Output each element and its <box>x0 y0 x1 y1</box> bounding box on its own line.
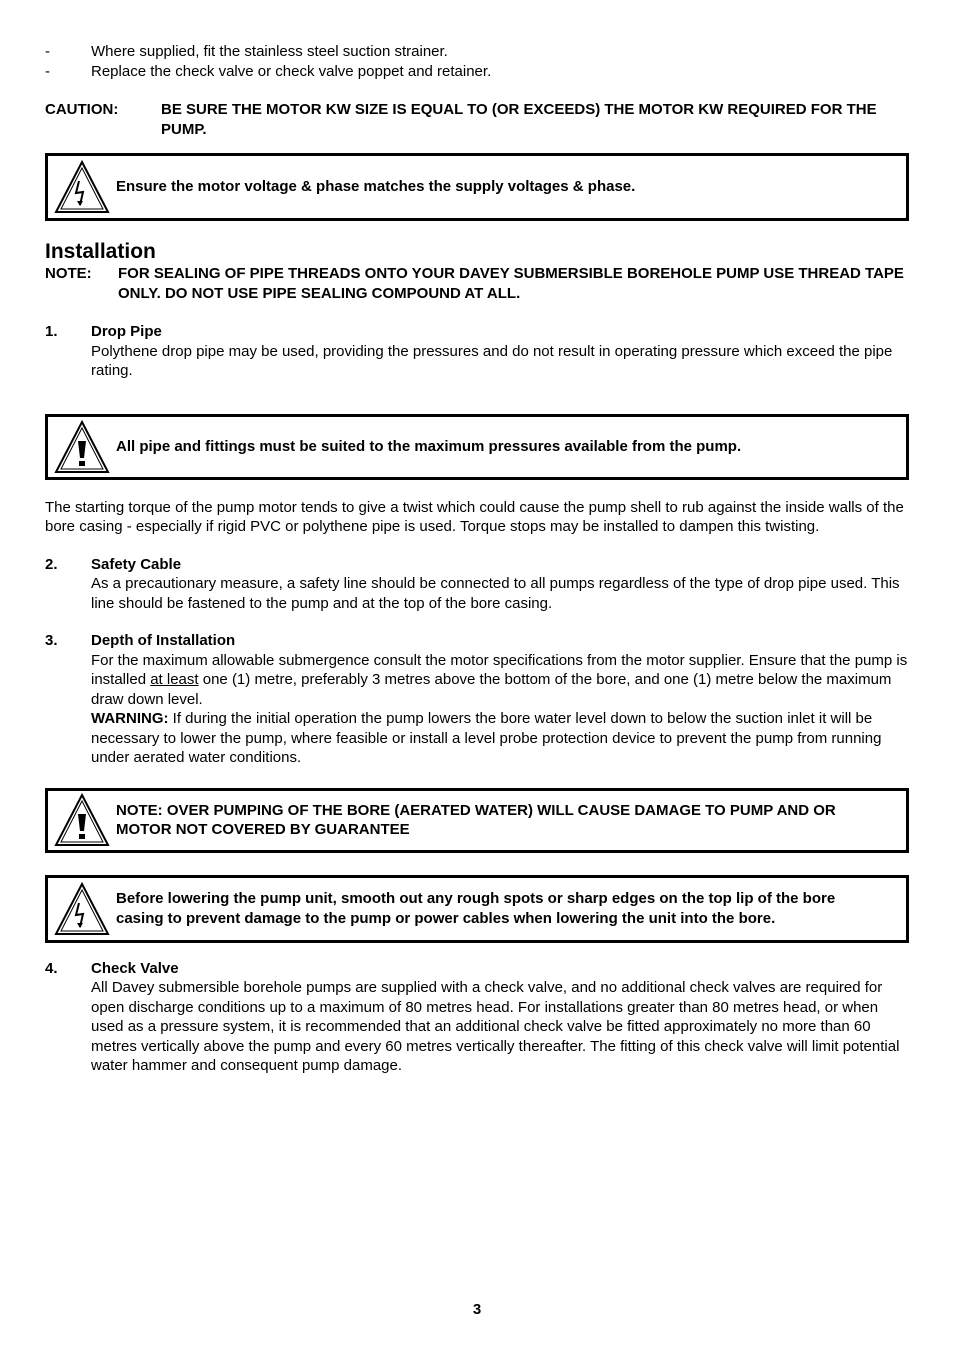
section-number: 4. <box>45 959 58 977</box>
warning-label: WARNING: <box>91 710 169 727</box>
section-drop-pipe <box>45 322 909 381</box>
section-safety-cable <box>45 555 909 614</box>
bullet-item <box>45 42 909 62</box>
body-text: For the maximum allowable submergence consult the motor specifications from the motor supplier. Ensure that the pump is installed <box>91 651 908 688</box>
section-title: Check Valve <box>91 959 179 977</box>
body-text: one (1) metre, preferably 3 metres above the bottom of the bore, and one (1) metre below the maximum draw down level. <box>91 671 892 708</box>
torque-paragraph: The starting torque of the pump motor tends to give a twist which could cause the pump shell to rub against the inside walls of the bore casing - especially if rigid PVC or polythene pipe is used. Torque stops may be installed to dampen this twisting. <box>45 498 904 535</box>
section-body: All Davey submersible borehole pumps are supplied with a check valve, and no additional check valves are required for open discharge conditions up to a maximum of 80 metres head. For installations greater than 80 metres head, or when used as a pressure system, it is recommended that an additional check valve be fitted approximately no more than 60 metres vertically above the pump and every 60 metres vertically thereafter. The fitting of this check valve will limit potential water hammer and consequent pump damage. <box>91 979 900 1074</box>
voltage-warning-box <box>45 153 909 221</box>
section-title: Safety Cable <box>91 555 182 573</box>
overpumping-warning-box <box>45 788 909 853</box>
overpumping-warning-text: NOTE: OVER PUMPING OF THE BORE (AERATED WATER) WILL CAUSE DAMAGE TO PUMP AND OR MOTOR NOT COVERED BY GUARANTEE <box>116 801 836 838</box>
section-body <box>91 651 909 710</box>
installation-heading: Installation <box>45 240 156 263</box>
section-check-valve <box>45 959 909 1076</box>
electrical-hazard-icon <box>54 881 110 937</box>
note-text: FOR SEALING OF PIPE THREADS ONTO YOUR DAVEY SUBMERSIBLE BOREHOLE PUMP USE THREAD TAPE ONLY. DO NOT USE PIPE SEALING COMPOUND AT ALL. <box>118 265 904 302</box>
section-title: Drop Pipe <box>91 323 162 340</box>
bullet-dash: - <box>45 62 50 80</box>
pipe-pressure-warning-text: All pipe and fittings must be suited to the maximum pressures available from the pump. <box>116 437 742 455</box>
caution-text: BE SURE THE MOTOR KW SIZE IS EQUAL TO (OR EXCEEDS) THE MOTOR KW REQUIRED FOR THE PUMP. <box>161 101 877 138</box>
page-content <box>45 42 909 1076</box>
pipe-pressure-warning-box <box>45 414 909 480</box>
section-body: Polythene drop pipe may be used, providing the pressures and do not result in operating pressure which exceed the pipe rating. <box>91 342 893 379</box>
section-number: 3. <box>45 632 58 649</box>
section-number: 2. <box>45 555 58 573</box>
warning-paragraph <box>91 709 909 768</box>
note-label: NOTE: <box>45 265 92 282</box>
bullet-item <box>45 62 909 82</box>
page-number: 3 <box>472 1301 482 1318</box>
section-title: Depth of Installation <box>91 632 236 649</box>
bullet-dash: - <box>45 43 50 60</box>
section-number: 1. <box>45 323 58 340</box>
underlined-text: at least <box>150 671 199 688</box>
lowering-warning-text: Before lowering the pump unit, smooth out any rough spots or sharp edges on the top lip of the bore casing to prevent damage to the pump or power cables when lowering the unit into the bore. <box>116 890 836 927</box>
voltage-warning-text: Ensure the motor voltage & phase matches the supply voltages & phase. <box>116 178 636 196</box>
section-depth-of-installation <box>45 631 909 768</box>
section-body: As a precautionary measure, a safety line should be connected to all pumps regardless of the type of drop pipe used. This line should be fastened to the pump and at the top of the bore casing. <box>91 575 900 612</box>
caution-notice <box>45 100 909 139</box>
bullet-text: Where supplied, fit the stainless steel suction strainer. <box>91 43 448 60</box>
lowering-warning-box <box>45 875 909 943</box>
installation-note <box>45 264 909 303</box>
electrical-hazard-icon <box>54 159 110 215</box>
caution-label: CAUTION: <box>45 101 119 118</box>
warning-exclamation-icon <box>54 419 110 475</box>
warning-exclamation-icon <box>54 792 110 848</box>
bullet-text: Replace the check valve or check valve poppet and retainer. <box>91 62 492 80</box>
warning-text: If during the initial operation the pump lowers the bore water level down to below the suction inlet it will be necessary to lower the pump, where feasible or install a level probe protection device to prevent the pump from running under aerated water conditions. <box>91 710 882 766</box>
